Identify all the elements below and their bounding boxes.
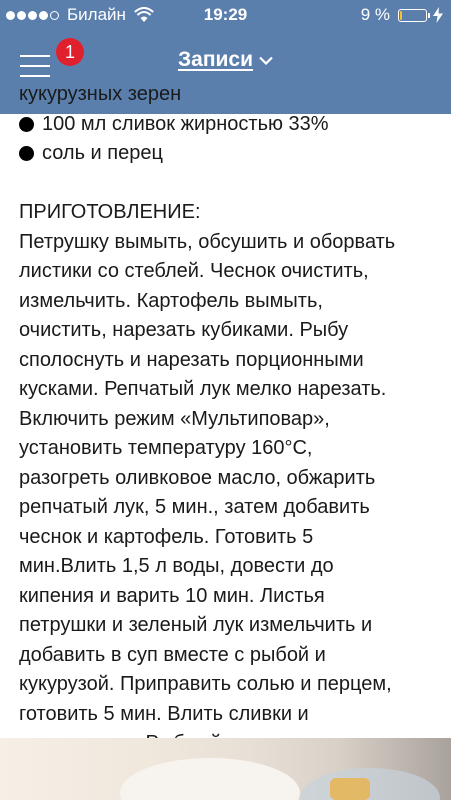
- text-line: измельчить. Картофель вымыть,: [19, 289, 323, 312]
- ingredient-fragment: кукурузных зерен: [19, 83, 182, 105]
- battery-icon: [398, 9, 427, 22]
- ingredient-text: 100 мл сливок жирностью 33%: [42, 112, 329, 135]
- text-line: кукурузой. Приправить солью и перцем,: [19, 673, 392, 695]
- photo-food: [330, 778, 370, 800]
- text-line: Петрушку вымыть, обсушить и оборвать: [19, 230, 396, 253]
- text-line: кусками. Репчатый лук мелко нарезать.: [19, 378, 387, 400]
- text-line: мин.Влить 1,5 л воды, довести до: [19, 555, 334, 577]
- text-line: разогреть оливковое масло, обжарить: [19, 466, 376, 489]
- notification-badge: 1: [56, 38, 84, 66]
- section-dropdown[interactable]: [0, 48, 451, 72]
- battery-level: [400, 11, 402, 20]
- recipe-photo[interactable]: [0, 738, 451, 800]
- text-line: листики со стеблей. Чеснок очистить,: [19, 260, 369, 282]
- status-right: [361, 5, 443, 25]
- bullet-icon: [19, 146, 34, 161]
- text-line: репчатый лук, 5 мин., затем добавить: [19, 496, 370, 518]
- carrier-name: Билайн: [67, 5, 126, 24]
- bullet-icon: [19, 117, 34, 132]
- status-time: 19:29: [203, 5, 248, 24]
- chevron-down-icon: [259, 56, 273, 65]
- menu-line: [20, 75, 50, 77]
- text-line: кипения и варить 10 мин. Листья: [19, 584, 325, 607]
- text-line: установить температуру 160°С,: [19, 437, 313, 459]
- photo-plate: [120, 758, 300, 800]
- text-line: Включить режим «Мультиповар»,: [19, 407, 330, 430]
- text-line: готовить 5 мин. Влить сливки и: [19, 702, 309, 725]
- paragraph-spacer: [19, 169, 439, 199]
- battery-percent: 9 %: [360, 5, 390, 24]
- ingredient-text: соль и перец: [42, 142, 163, 164]
- photo-bowl: [300, 768, 440, 800]
- text-line: сполоснуть и нарезать порционными: [19, 348, 364, 371]
- section-heading: ПРИГОТОВЛЕНИЕ:: [19, 201, 201, 223]
- text-line: петрушки и зеленый лук измельчить и: [19, 614, 373, 636]
- text-line: очистить, нарезать кубиками. Рыбу: [19, 319, 349, 341]
- navigation-bar: [0, 34, 451, 86]
- ingredient-item: [19, 110, 439, 140]
- text-line: чеснок и картофель. Готовить 5: [19, 525, 314, 548]
- charging-bolt-icon: [433, 7, 443, 23]
- article-body: [19, 80, 439, 759]
- page-title: Записи: [177, 48, 254, 71]
- status-bar: [0, 0, 451, 34]
- text-line: добавить в суп вместе с рыбой и: [19, 643, 326, 666]
- ingredient-item: [19, 139, 439, 169]
